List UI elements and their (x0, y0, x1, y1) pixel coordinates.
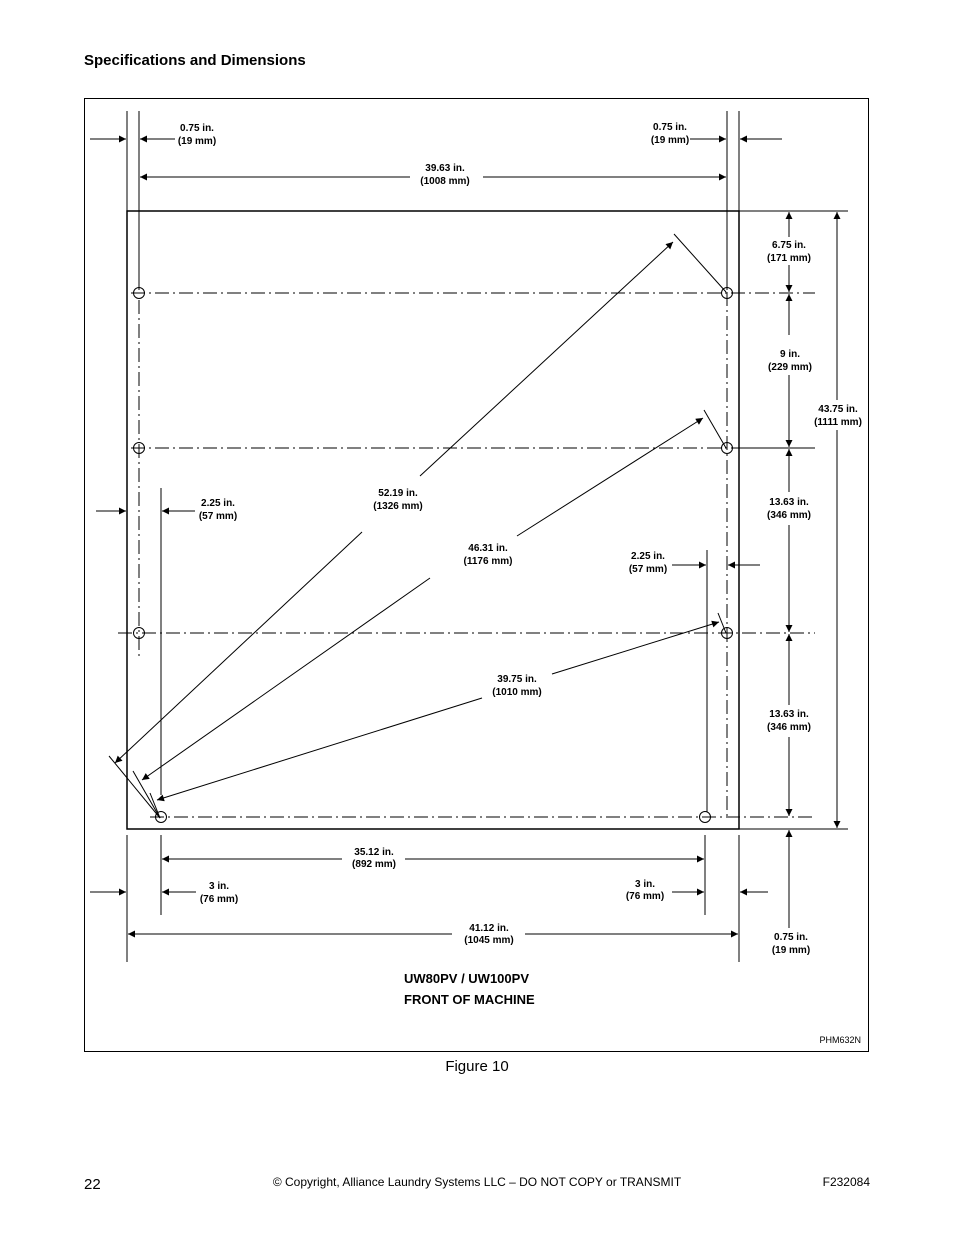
dim-label-bottom-35: 35.12 in. (892 mm) (352, 847, 396, 870)
dim-label-bottom-3-right: 3 in. (76 mm) (625, 879, 665, 902)
dim-label-right-13-63-a: 13.63 in. (346 mm) (767, 497, 811, 521)
dim-label-inner-2-25: 2.25 in. (57 mm) (628, 551, 668, 575)
dim-label-left-2-25: 2.25 in. (57 mm) (198, 498, 238, 522)
dim-label-diag-52: 52.19 in. (1326 mm) (373, 488, 423, 512)
copyright-notice: © Copyright, Alliance Laundry Systems LLC – DO NOT COPY or TRANSMIT (272, 1175, 682, 1189)
dim-label-top-left-offset: 0.75 in. (19 mm) (177, 123, 217, 147)
dim-label-bottom-41: 41.12 in. (1045 mm) (464, 923, 514, 946)
dim-label-top-span: 39.63 in. (1008 mm) (420, 163, 470, 187)
dim-label-bottom-right-offset: 0.75 in. (19 mm) (771, 932, 811, 956)
section-title: Specifications and Dimensions (84, 52, 306, 69)
diagram-caption-model: UW80PV / UW100PV (404, 971, 529, 986)
dim-label-bottom-3-left: 3 in. (76 mm) (199, 881, 239, 905)
document-code: F232084 (822, 1175, 870, 1189)
dim-label-right-6-75: 6.75 in. (171 mm) (767, 240, 811, 264)
dim-label-right-9: 9 in. (229 mm) (768, 349, 812, 373)
diagram-code: PHM632N (819, 1035, 861, 1045)
dim-label-top-right-offset: 0.75 in. (19 mm) (650, 122, 690, 146)
page-number: 22 (84, 1176, 101, 1193)
figure-caption: Figure 10 (445, 1058, 509, 1075)
dim-label-diag-39: 39.75 in. (1010 mm) (492, 674, 542, 698)
dim-label-right-total: 43.75 in. (1111 mm) (814, 404, 862, 428)
diagram-caption-front: FRONT OF MACHINE (404, 992, 535, 1007)
dim-label-right-13-63-b: 13.63 in. (346 mm) (767, 709, 811, 733)
dim-label-diag-46: 46.31 in. (1176 mm) (463, 543, 513, 567)
